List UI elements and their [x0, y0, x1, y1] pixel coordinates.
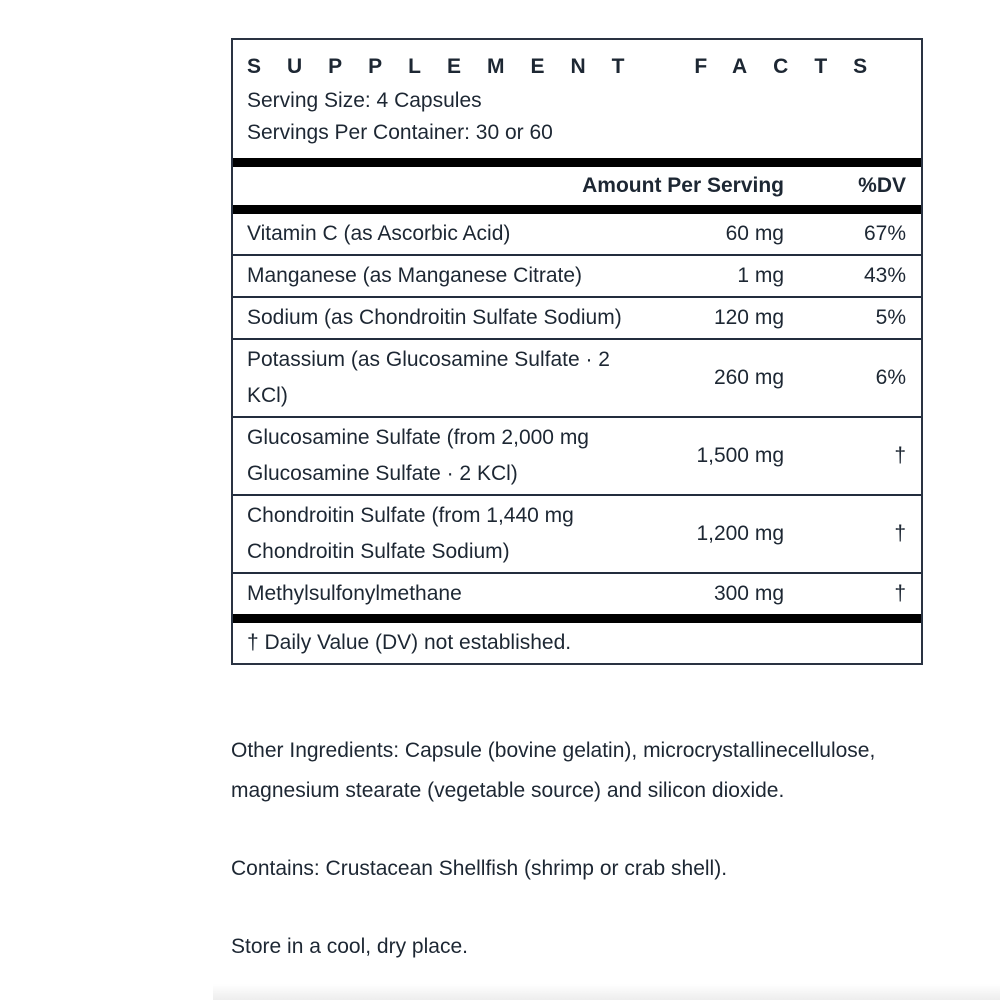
supplement-facts-panel: [231, 38, 923, 665]
ingredient-name: Methylsulfonylmethane: [247, 582, 462, 605]
contains-allergen-text: Contains: Crustacean Shellfish (shrimp or crab shell).: [231, 857, 728, 880]
ingredient-amount: 1 mg: [737, 264, 784, 287]
ingredient-amount: 120 mg: [713, 306, 784, 329]
table-row: [233, 214, 921, 254]
column-header-row: [233, 167, 921, 205]
ingredient-amount: 260 mg: [713, 366, 784, 389]
ingredient-dv: 5%: [875, 306, 906, 329]
dv-footnote: † Daily Value (DV) not established.: [247, 631, 572, 654]
table-row: [233, 338, 921, 416]
ingredient-amount: 1,500 mg: [696, 444, 784, 467]
serving-size: Serving Size: 4 Capsules: [247, 89, 482, 112]
ingredient-dv: 67%: [863, 222, 906, 245]
ingredient-name: Potassium (as Glucosamine Sulfate · 2 KCl): [247, 348, 610, 407]
table-row: [233, 572, 921, 614]
table-row: [233, 296, 921, 338]
column-header-dv: %DV: [858, 174, 906, 197]
ingredient-dv: †: [894, 582, 906, 605]
ingredient-amount: 1,200 mg: [696, 522, 784, 545]
ingredient-rows: [233, 214, 921, 614]
label-notes: [231, 731, 879, 967]
panel-title: SUPPLEMENT FACTS: [247, 55, 894, 78]
ingredient-dv: 43%: [863, 264, 906, 287]
divider-bar-bottom: [233, 614, 921, 623]
divider-bar-top: [233, 158, 921, 167]
ingredient-name: Sodium (as Chondroitin Sulfate Sodium): [247, 306, 622, 329]
ingredient-name: Chondroitin Sulfate (from 1,440 mg Chondroitin Sulfate Sodium): [247, 504, 574, 563]
other-ingredients-text: Other Ingredients: Capsule (bovine gelatin), microcrystallinecellulose, magnesium stearate (vegetable source) and silicon dioxide.: [231, 739, 876, 802]
ingredient-amount: 300 mg: [713, 582, 784, 605]
table-row: [233, 254, 921, 296]
card-bottom-fade: [213, 984, 1000, 1000]
ingredient-name: Manganese (as Manganese Citrate): [247, 264, 583, 287]
table-row: [233, 494, 921, 572]
ingredient-dv: †: [894, 444, 906, 467]
divider-bar-header: [233, 205, 921, 214]
ingredient-dv: 6%: [875, 366, 906, 389]
column-header-amount: Amount Per Serving: [582, 174, 784, 197]
storage-instructions-text: Store in a cool, dry place.: [231, 935, 468, 958]
ingredient-amount: 60 mg: [725, 222, 784, 245]
ingredient-name: Glucosamine Sulfate (from 2,000 mg Glucosamine Sulfate · 2 KCl): [247, 426, 589, 485]
servings-per-container: Servings Per Container: 30 or 60: [247, 121, 553, 144]
ingredient-dv: †: [894, 522, 906, 545]
ingredient-name: Vitamin C (as Ascorbic Acid): [247, 222, 511, 245]
table-row: [233, 416, 921, 494]
panel-header: [233, 40, 921, 158]
